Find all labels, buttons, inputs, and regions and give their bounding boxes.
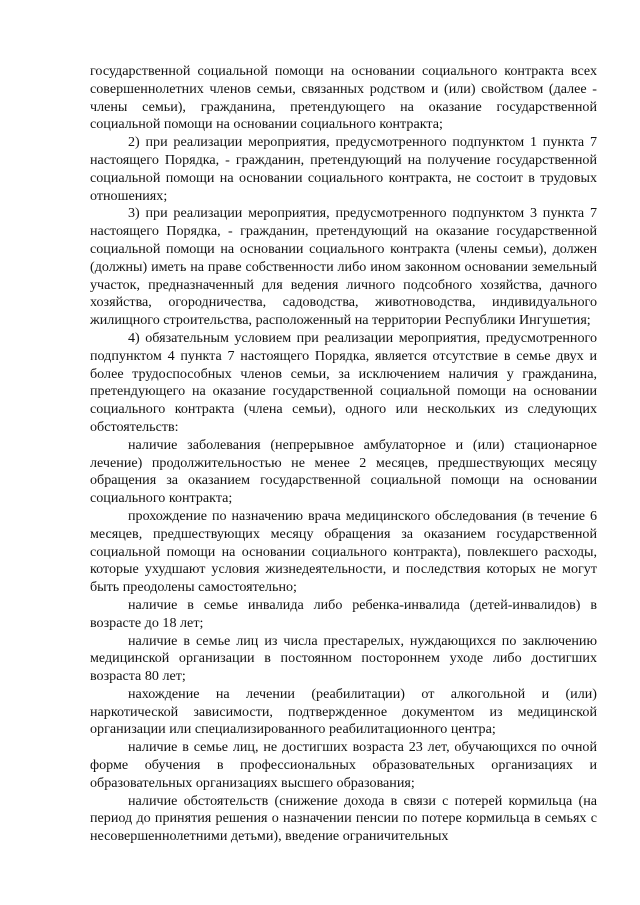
paragraph-item-2: 2) при реализации мероприятия, предусмотренного подпунктом 1 пункта 7 настоящего Порядка, - гражданин, претендующий на получение государственной социальной помощи на основании социального контракта, не состоит в трудовых отношениях; bbox=[90, 134, 597, 204]
circumstance-students: наличие в семье лиц, не достигших возраста 23 лет, обучающихся по очной форме обучения в профессиональных образовательных организациях и образовательных организациях высшего образования; bbox=[90, 739, 597, 791]
circumstance-medical-exam: прохождение по назначению врача медицинского обследования (в течение 6 месяцев, предшествующих месяцу обращения за оказанием государственной социальной помощи на основании социального контракта), повлекшего расходы, которые ухудшают условия жизнедеятельности, и последствия которых не могут быть преодолены самостоятельно; bbox=[90, 507, 597, 596]
circumstance-rehabilitation: нахождение на лечении (реабилитации) от алкогольной и (или) наркотической зависимости, подтвержденное документом из медицинской организации или специализированного реабилитационного центра; bbox=[90, 685, 597, 738]
circumstance-illness: наличие заболевания (непрерывное амбулаторное и (или) стационарное лечение) продолжительностью не менее 2 месяцев, предшествующих месяцу обращения за оказанием государственной социальной помощи на основании социального контракта; bbox=[90, 436, 597, 507]
circumstance-disabled-member: наличие в семье инвалида либо ребенка-инвалида (детей-инвалидов) в возрасте до 18 лет; bbox=[90, 596, 597, 631]
circumstance-elderly-care: наличие в семье лиц из числа престарелых, нуждающихся по заключению медицинской организации в постоянном постороннем уходе либо достигших возраста 80 лет; bbox=[90, 632, 597, 685]
circumstance-income-loss: наличие обстоятельств (снижение дохода в связи с потерей кормильца (на период до принятия решения о назначении пенсии по потере кормильца в семьях с несовершеннолетними детьми), введение ограничительных bbox=[90, 792, 597, 845]
paragraph-item-4: 4) обязательным условием при реализации мероприятия, предусмотренного подпунктом 4 пункта 7 настоящего Порядка, является отсутствие в семье двух и более трудоспособных членов семьи, за исключением наличия у гражданина, претендующего на оказание государственной социальной помощи на основании социального контракта (члена семьи), одного или нескольких из следующих обстоятельств: bbox=[90, 329, 597, 435]
paragraph-item-3: 3) при реализации мероприятия, предусмотренного подпунктом 3 пункта 7 настоящего Порядка, - гражданин, претендующий на оказание государственной социальной помощи на основании социального контракта (члены семьи), должен (должны) иметь на праве собственности либо ином законном основании земельный участок, предназначенный для ведения личного подсобного хозяйства, дачного хозяйства, огородничества, садоводства, животноводства, индивидуального жилищного строительства, расположенный на территории Республики Ингушетия; bbox=[90, 205, 597, 329]
document-page bbox=[90, 63, 597, 846]
paragraph-1-continued: государственной социальной помощи на основании социального контракта всех совершеннолетних членов семьи, связанных родством и (или) свойством (далее - члены семьи), гражданина, претендующего на оказание государственной социальной помощи на основании социального контракта; bbox=[90, 63, 597, 133]
